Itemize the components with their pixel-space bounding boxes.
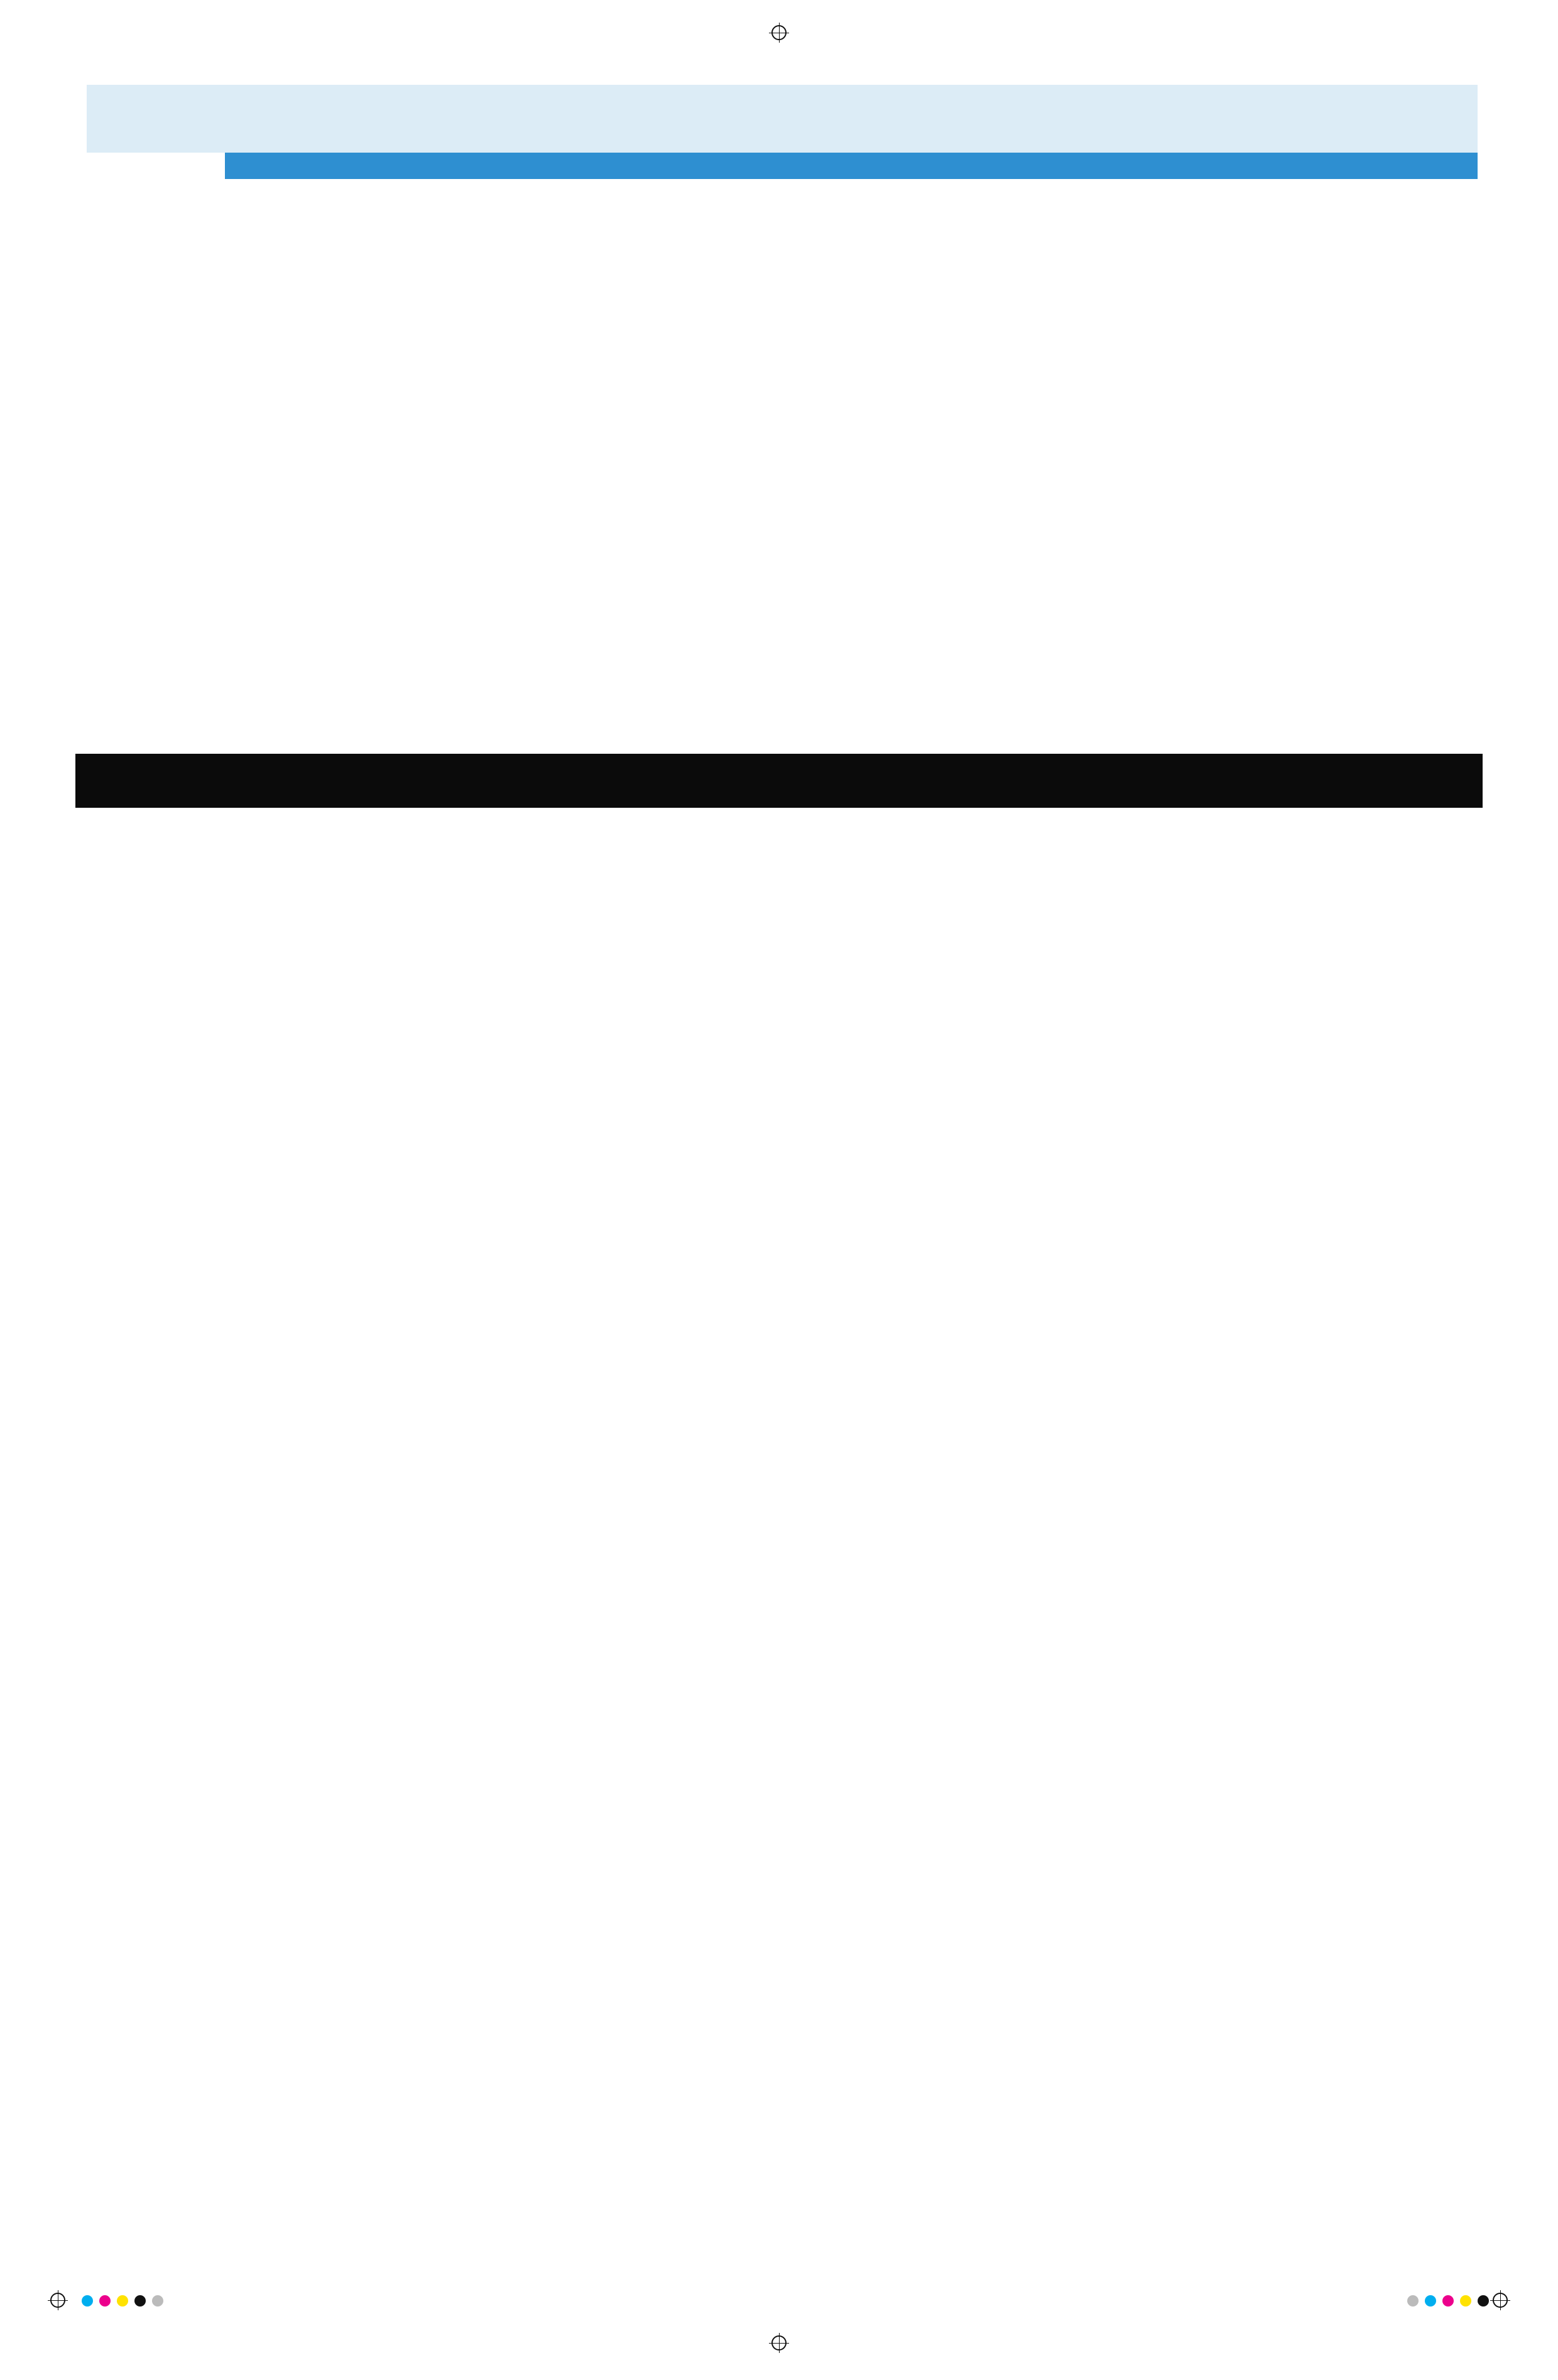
registration-crosshair-icon: [1493, 2293, 1508, 2308]
top-article: [87, 271, 1478, 774]
registration-crosshair-icon: [50, 2293, 65, 2308]
masthead-band: [87, 85, 1478, 153]
continued-stories: [87, 823, 1478, 2302]
masthead: [87, 85, 1478, 179]
masthead-bar: [225, 153, 1478, 179]
registration-crosshair-icon: [771, 2335, 787, 2350]
registration-crosshair-icon: [771, 25, 787, 40]
continue-banner: [75, 754, 1483, 808]
